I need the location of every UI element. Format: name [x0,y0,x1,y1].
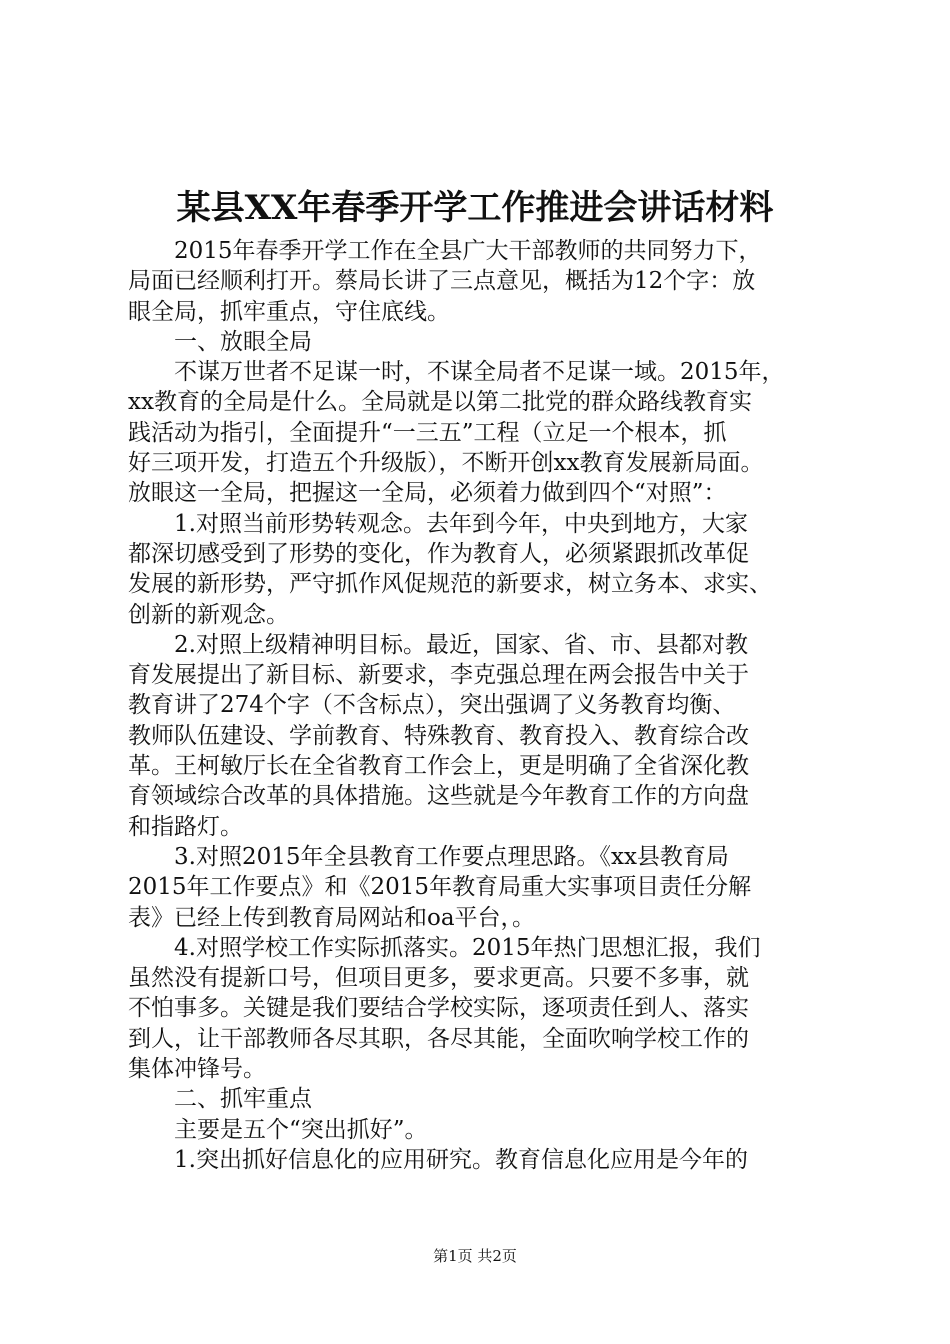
text-line: 1.对照当前形势转观念。去年到今年，中央到地方，大家 [174,510,748,537]
text-line: 眼全局，抓牢重点，守住底线。 [128,298,450,325]
text-line: 2.对照上级精神明目标。最近，国家、省、市、县都对教 [174,631,748,658]
text-line: 2015年春季开学工作在全县广大干部教师的共同努力下， [174,238,762,264]
text-line: 育领域综合改革的具体措施。这些就是今年教育工作的方向盘 [128,783,749,810]
text-line: 主要是五个“突出抓好”。 [174,1116,428,1143]
text-line: xx教育的全局是什么。全局就是以第二批党的群众路线教育实 [128,389,752,416]
text-line: 放眼这一全局，把握这一全局，必须着力做到四个“对照”： [128,480,727,507]
text-line: 都深切感受到了形势的变化，作为教育人，必须紧跟抓改革促 [128,540,749,567]
section-heading-1: 一、放眼全局 [174,328,312,355]
text-line: 不谋万世者不足谋一时，不谋全局者不足谋一域。2015年， [174,359,785,386]
text-line: 2015年工作要点》和《2015年教育局重大实事项目责任分解 [128,874,752,901]
text-line: 不怕事多。关键是我们要结合学校实际，逐项责任到人、落实 [128,995,749,1022]
text-line: 教师队伍建设、学前教育、特殊教育、教育投入、教育综合改 [128,722,749,749]
text-line: 教育讲了274个字（不含标点），突出强调了义务教育均衡、 [128,692,736,719]
document-title: 某县XX年春季开学工作推进会讲话材料 [176,188,774,228]
text-line: 1.突出抓好信息化的应用研究。教育信息化应用是今年的 [174,1146,748,1173]
text-line: 创新的新观念。 [128,601,289,628]
text-line: 育发展提出了新目标、新要求，李克强总理在两会报告中关于 [128,662,749,689]
page-footer: 第1页 共2页 [433,1247,517,1265]
text-line: 4.对照学校工作实际抓落实。2015年热门思想汇报，我们 [174,934,761,961]
section-heading-2: 二、抓牢重点 [174,1086,312,1113]
text-line: 好三项开发，打造五个升级版），不断开创xx教育发展新局面。 [128,450,764,477]
text-line: 和指路灯。 [128,813,243,840]
document-body [128,236,833,1175]
text-line: 践活动为指引，全面提升“一三五”工程（立足一个根本，抓 [128,419,727,446]
text-line: 发展的新形势，严守抓作风促规范的新要求，树立务本、求实、 [128,571,772,598]
text-line: 虽然没有提新口号，但项目更多，要求更高。只要不多事，就 [128,965,749,992]
text-line: 集体冲锋号。 [128,1056,266,1083]
text-line: 3.对照2015年全县教育工作要点理思路。《xx县教育局 [174,843,729,870]
text-line: 革。王柯敏厅长在全省教育工作会上，更是明确了全省深化教 [128,753,749,780]
text-line: 到人，让干部教师各尽其职，各尽其能，全面吹响学校工作的 [128,1025,749,1052]
text-line: 表》已经上传到教育局网站和oa平台，。 [128,904,536,931]
text-line: 局面已经顺利打开。蔡局长讲了三点意见，概括为12个字：放 [128,268,756,295]
